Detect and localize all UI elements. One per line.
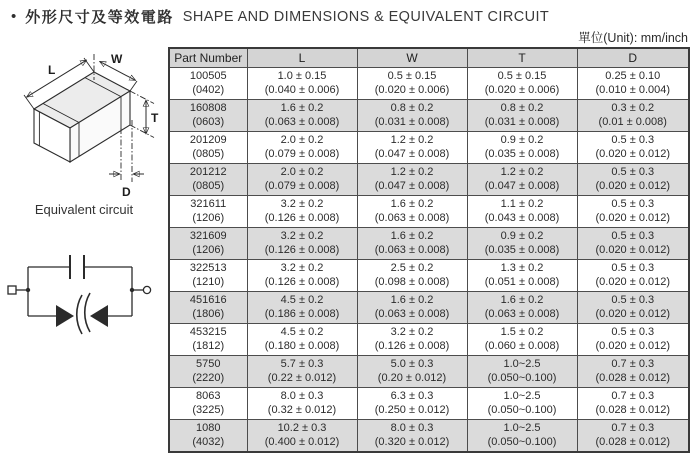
part-number-cell: 453215 (1812) [169,324,247,356]
dim-l-cell: 1.0 ± 0.15 (0.040 ± 0.006) [247,68,357,100]
part-number-cell: 1080 (4032) [169,420,247,453]
dim-l-cell: 5.7 ± 0.3 (0.22 ± 0.012) [247,356,357,388]
table-row [169,356,689,388]
part-number-cell: 451616 (1806) [169,292,247,324]
dim-d-cell: 0.5 ± 0.3 (0.020 ± 0.012) [577,292,689,324]
equivalent-circuit-caption: Equivalent circuit [34,202,134,217]
dim-t-cell: 1.0~2.5 (0.050~0.100) [467,420,577,453]
table-row [169,388,689,420]
dim-d-cell: 0.25 ± 0.10 (0.010 ± 0.004) [577,68,689,100]
dim-l-cell: 2.0 ± 0.2 (0.079 ± 0.008) [247,164,357,196]
section-title-english: SHAPE AND DIMENSIONS & EQUIVALENT CIRCUIT [182,8,550,25]
table-row [169,196,689,228]
dim-w-cell: 2.5 ± 0.2 (0.098 ± 0.008) [357,260,467,292]
dim-d-cell: 0.5 ± 0.3 (0.020 ± 0.012) [577,228,689,260]
part-number-cell: 100505 (0402) [169,68,247,100]
section-title [11,6,549,27]
dim-l-cell: 2.0 ± 0.2 (0.079 ± 0.008) [247,132,357,164]
table-row [169,68,689,100]
dim-d-cell: 0.5 ± 0.3 (0.020 ± 0.012) [577,132,689,164]
dim-l-cell: 3.2 ± 0.2 (0.126 ± 0.008) [247,196,357,228]
part-number-cell: 321609 (1206) [169,228,247,260]
dim-label-t: T [151,111,159,125]
dim-t-cell: 0.5 ± 0.15 (0.020 ± 0.006) [467,68,577,100]
dim-label-w: W [111,52,123,66]
table-row [169,420,689,453]
section-title-chinese: 外形尺寸及等效電路 [25,9,174,26]
dim-w-cell: 3.2 ± 0.2 (0.126 ± 0.008) [357,324,467,356]
dim-l-cell: 10.2 ± 0.3 (0.400 ± 0.012) [247,420,357,453]
chip-body [34,72,130,162]
dim-t-cell: 1.2 ± 0.2 (0.047 ± 0.008) [467,164,577,196]
dim-l-cell: 3.2 ± 0.2 (0.126 ± 0.008) [247,228,357,260]
dim-label-d: D [122,185,131,199]
table-row [169,132,689,164]
unit-note: 單位(Unit): mm/inch [578,31,688,45]
chip-dimensions-figure [4,50,166,202]
part-number-cell: 322513 (1210) [169,260,247,292]
dim-d-cell: 0.3 ± 0.2 (0.01 ± 0.008) [577,100,689,132]
dim-l-cell: 4.5 ± 0.2 (0.180 ± 0.008) [247,324,357,356]
right-terminal [143,286,150,293]
dim-d-cell: 0.7 ± 0.3 (0.028 ± 0.012) [577,420,689,453]
equivalent-circuit-figure [4,235,159,337]
dim-t-cell: 0.9 ± 0.2 (0.035 ± 0.008) [467,132,577,164]
dim-t-cell: 1.6 ± 0.2 (0.063 ± 0.008) [467,292,577,324]
col-header-part-number: Part Number [169,48,247,68]
bullet-icon: • [11,7,17,25]
dim-t-cell: 1.1 ± 0.2 (0.043 ± 0.008) [467,196,577,228]
dim-w-cell: 6.3 ± 0.3 (0.250 ± 0.012) [357,388,467,420]
dim-t-cell: 0.9 ± 0.2 (0.035 ± 0.008) [467,228,577,260]
part-number-cell: 5750 (2220) [169,356,247,388]
dim-d-cell: 0.5 ± 0.3 (0.020 ± 0.012) [577,196,689,228]
part-number-cell: 8063 (3225) [169,388,247,420]
dim-l-cell: 4.5 ± 0.2 (0.186 ± 0.008) [247,292,357,324]
part-number-cell: 201209 (0805) [169,132,247,164]
dim-w-cell: 1.2 ± 0.2 (0.047 ± 0.008) [357,164,467,196]
dim-d-cell: 0.7 ± 0.3 (0.028 ± 0.012) [577,356,689,388]
table-row [169,164,689,196]
table-row [169,228,689,260]
dim-d-cell: 0.5 ± 0.3 (0.020 ± 0.012) [577,260,689,292]
dim-w-cell: 8.0 ± 0.3 (0.320 ± 0.012) [357,420,467,453]
part-number-cell: 160808 (0603) [169,100,247,132]
capacitor-symbol [28,255,132,279]
dim-l-cell: 1.6 ± 0.2 (0.063 ± 0.008) [247,100,357,132]
col-header-l: L [247,48,357,68]
dim-w-cell: 1.6 ± 0.2 (0.063 ± 0.008) [357,292,467,324]
dim-w-cell: 0.5 ± 0.15 (0.020 ± 0.006) [357,68,467,100]
dim-w-cell: 5.0 ± 0.3 (0.20 ± 0.012) [357,356,467,388]
dim-d-cell: 0.7 ± 0.3 (0.028 ± 0.012) [577,388,689,420]
dim-t-cell: 0.8 ± 0.2 (0.031 ± 0.008) [467,100,577,132]
dim-w-cell: 1.2 ± 0.2 (0.047 ± 0.008) [357,132,467,164]
col-header-w: W [357,48,467,68]
table-row [169,100,689,132]
dim-w-cell: 0.8 ± 0.2 (0.031 ± 0.008) [357,100,467,132]
table-row [169,292,689,324]
dim-t-cell: 1.5 ± 0.2 (0.060 ± 0.008) [467,324,577,356]
dimensions-table-body [169,68,689,453]
part-number-cell: 201212 (0805) [169,164,247,196]
dim-label-l: L [48,63,56,77]
dim-l-cell: 8.0 ± 0.3 (0.32 ± 0.012) [247,388,357,420]
dimensions-table [168,47,690,453]
left-terminal [8,286,16,294]
dim-d-cell: 0.5 ± 0.3 (0.020 ± 0.012) [577,164,689,196]
dim-t-cell: 1.0~2.5 (0.050~0.100) [467,388,577,420]
dim-t-cell: 1.0~2.5 (0.050~0.100) [467,356,577,388]
dim-w-cell: 1.6 ± 0.2 (0.063 ± 0.008) [357,196,467,228]
dim-w-cell: 1.6 ± 0.2 (0.063 ± 0.008) [357,228,467,260]
dim-d-cell: 0.5 ± 0.3 (0.020 ± 0.012) [577,324,689,356]
table-row [169,260,689,292]
varistor-symbol [28,293,132,334]
dim-t-cell: 1.3 ± 0.2 (0.051 ± 0.008) [467,260,577,292]
table-header-row [169,48,689,68]
part-number-cell: 321611 (1206) [169,196,247,228]
col-header-d: D [577,48,689,68]
col-header-t: T [467,48,577,68]
table-row [169,324,689,356]
dim-l-cell: 3.2 ± 0.2 (0.126 ± 0.008) [247,260,357,292]
